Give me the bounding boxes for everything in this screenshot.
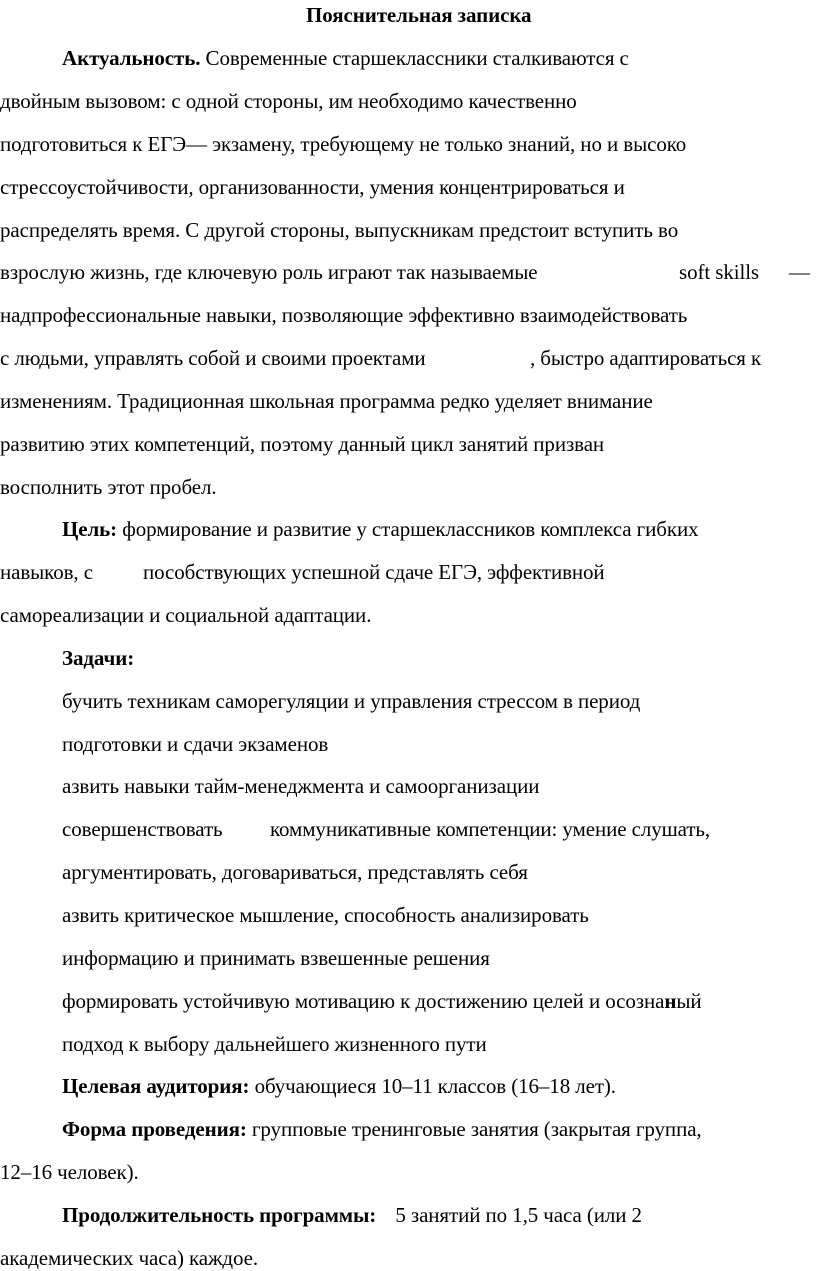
actuality-line-5: распределять время. С другой стороны, выпускникам предстоит вступить во bbox=[0, 218, 679, 242]
task-line-9: подход к выбору дальнейшего жизненного пути bbox=[62, 1032, 487, 1056]
actuality-line-8: с людьми, управлять собой и своими проектами bbox=[0, 346, 426, 370]
audience-line bbox=[62, 1073, 616, 1099]
audience-label: Целевая аудитория: bbox=[62, 1074, 250, 1098]
actuality-line-3: подготовиться к ЕГЭ— экзамену, требующему не только знаний, но и высоко bbox=[0, 132, 687, 156]
soft-skills-term: soft skills bbox=[679, 260, 759, 284]
goal-line-2: навыков, с bbox=[0, 560, 93, 584]
document-title: Пояснительная записка bbox=[306, 3, 532, 27]
goal-line-2-end: пособствующих успешной сдаче ЕГЭ, эффективной bbox=[143, 560, 605, 584]
duration-label: Продолжительность программы: bbox=[62, 1203, 377, 1227]
actuality-label: Актуальность. bbox=[62, 46, 201, 70]
task-line-6: азвить критическое мышление, способность анализировать bbox=[62, 903, 589, 927]
task-line-8-text: формировать устойчивую мотивацию к достижению целей и осозна bbox=[62, 989, 665, 1013]
actuality-line-11: восполнить этот пробел. bbox=[0, 475, 217, 499]
actuality-line-4: стрессоустойчивости, организованности, умения концентрироваться и bbox=[0, 175, 625, 199]
task-line-1: бучить техникам саморегуляции и управления стрессом в период bbox=[62, 689, 641, 713]
task-line-2: подготовки и сдачи экзаменов bbox=[62, 732, 329, 756]
actuality-line-8-end: , быстро адаптироваться к bbox=[530, 346, 762, 370]
format-line-1 bbox=[62, 1116, 702, 1142]
actuality-line-2: двойным вызовом: с одной стороны, им необходимо качественно bbox=[0, 89, 577, 113]
task-line-5: аргументировать, договариваться, представлять себя bbox=[62, 860, 528, 884]
em-dash: — bbox=[789, 260, 810, 284]
duration-text-1: 5 занятий по 1,5 часа (или 2 bbox=[395, 1203, 642, 1227]
task-line-4-end: коммуникативные компетенции: умение слушать, bbox=[270, 817, 711, 841]
task-line-3: азвить навыки тайм-менеджмента и самоорганизации bbox=[62, 774, 540, 798]
task-line-4: совершенствовать bbox=[62, 817, 223, 841]
task-line-8-tail: ый bbox=[676, 989, 702, 1013]
tasks-label: Задачи: bbox=[62, 646, 135, 670]
actuality-text-1: Современные старшеклассники сталкиваются с bbox=[205, 46, 629, 70]
task-line-8 bbox=[62, 988, 702, 1014]
duration-line-1 bbox=[62, 1202, 642, 1228]
goal-text-1: формирование и развитие у старшеклассников комплекса гибких bbox=[122, 517, 699, 541]
actuality-line-10: развитию этих компетенций, поэтому данный цикл занятий призван bbox=[0, 432, 605, 456]
actuality-line-9: изменениям. Традиционная школьная программа редко уделяет внимание bbox=[0, 389, 653, 413]
goal-line-3: самореализации и социальной адаптации. bbox=[0, 603, 372, 627]
actuality-line-7: надпрофессиональные навыки, позволяющие эффективно взаимодействовать bbox=[0, 303, 688, 327]
goal-line-1 bbox=[62, 516, 698, 542]
audience-text: обучающиеся 10–11 классов (16–18 лет). bbox=[254, 1074, 616, 1098]
task-line-8-bold-letter: н bbox=[664, 989, 677, 1013]
actuality-line-1 bbox=[62, 45, 629, 71]
task-line-7: информацию и принимать взвешенные решения bbox=[62, 946, 490, 970]
format-text-1: групповые тренинговые занятия (закрытая группа, bbox=[251, 1117, 702, 1141]
duration-line-2: академических часа) каждое. bbox=[0, 1246, 259, 1270]
format-line-2: 12–16 человек). bbox=[0, 1160, 139, 1184]
actuality-line-6: взрослую жизнь, где ключевую роль играют так называемые bbox=[0, 260, 538, 284]
format-label: Форма проведения: bbox=[62, 1117, 247, 1141]
goal-label: Цель: bbox=[62, 517, 118, 541]
